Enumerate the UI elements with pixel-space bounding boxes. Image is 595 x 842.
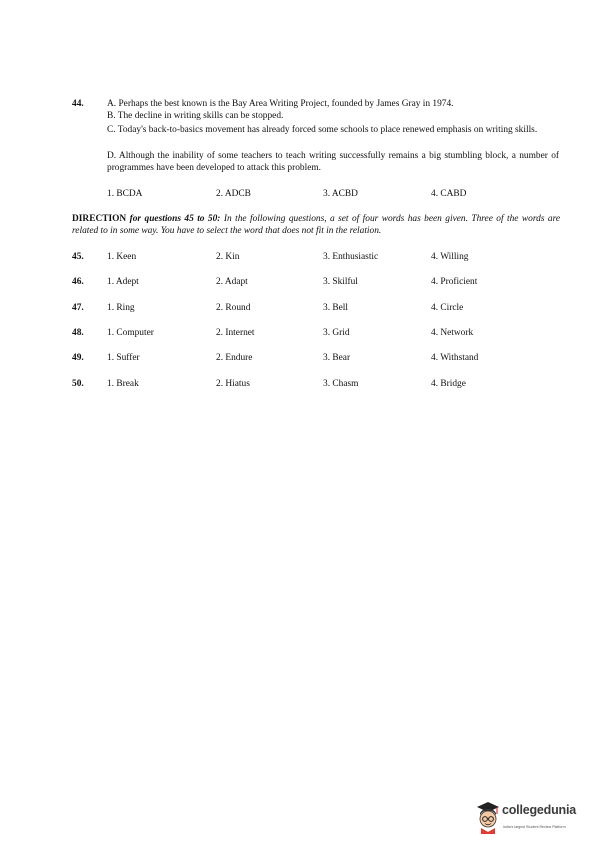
statement-b: B. The decline in writing skills can be stopped.	[107, 111, 284, 121]
question-number: 50.	[72, 379, 84, 389]
option-1: 1. Computer	[107, 328, 154, 338]
option-4: 4. Circle	[431, 303, 464, 313]
option-4: 4. Proficient	[431, 277, 478, 287]
statement-a: A. Perhaps the best known is the Bay Area Writing Project, founded by James Gray in 1974.	[107, 99, 454, 109]
option-3: 3. Chasm	[323, 379, 359, 389]
question-number: 49.	[72, 353, 84, 363]
option-3: 3. Bell	[323, 303, 348, 313]
question-number: 45.	[72, 252, 84, 262]
option-2: 2. Internet	[216, 328, 255, 338]
option-2: 2. Kin	[216, 252, 240, 262]
statement-c: C. Today's back-to-basics movement has already forced some schools to place renewed emphasis on writing skills.	[107, 125, 538, 135]
option-3: 3. Skilful	[323, 277, 358, 287]
option-2: 2. ADCB	[216, 189, 251, 199]
option-4: 4. Willing	[431, 252, 469, 262]
option-1: 1. Keen	[107, 252, 137, 262]
option-2: 2. Round	[216, 303, 251, 313]
direction-text	[72, 214, 560, 238]
option-2: 2. Adapt	[216, 277, 248, 287]
option-4: 4. CABD	[431, 189, 467, 199]
option-4: 4. Bridge	[431, 379, 466, 389]
question-number: 47.	[72, 303, 84, 313]
direction-range: for questions 45 to 50:	[129, 214, 221, 224]
option-2: 2. Hiatus	[216, 379, 250, 389]
option-1: 1. Suffer	[107, 353, 140, 363]
option-1: 1. Break	[107, 379, 139, 389]
option-3: 3. Grid	[323, 328, 350, 338]
brand-name: collegedunia	[502, 803, 577, 817]
option-1: 1. BCDA	[107, 189, 143, 199]
option-1: 1. Ring	[107, 303, 135, 313]
option-4: 4. Withstand	[431, 353, 479, 363]
question-number: 46.	[72, 277, 84, 287]
direction-body: In the following questions, a set of four words has been given. Three of the words are related to in some way. You have to select the word that does not fit in the relation.	[72, 214, 561, 236]
statement-d: D. Although the inability of some teachers to teach writing successfully remains a big stumbling block, a number of programmes have been developed to attack this problem.	[107, 151, 559, 173]
option-1: 1. Adept	[107, 277, 139, 287]
collegedunia-logo	[475, 800, 590, 836]
brand-tagline: India's largest Student Review Platform	[503, 825, 566, 829]
option-3: 3. ACBD	[323, 189, 358, 199]
option-4: 4. Network	[431, 328, 474, 338]
question-number: 44.	[72, 99, 84, 109]
direction-label: DIRECTION	[72, 214, 127, 224]
graduate-mascot-icon	[475, 800, 501, 834]
option-3: 3. Enthusiastic	[323, 252, 379, 262]
option-3: 3. Bear	[323, 353, 351, 363]
option-2: 2. Endure	[216, 353, 253, 363]
question-number: 48.	[72, 328, 84, 338]
